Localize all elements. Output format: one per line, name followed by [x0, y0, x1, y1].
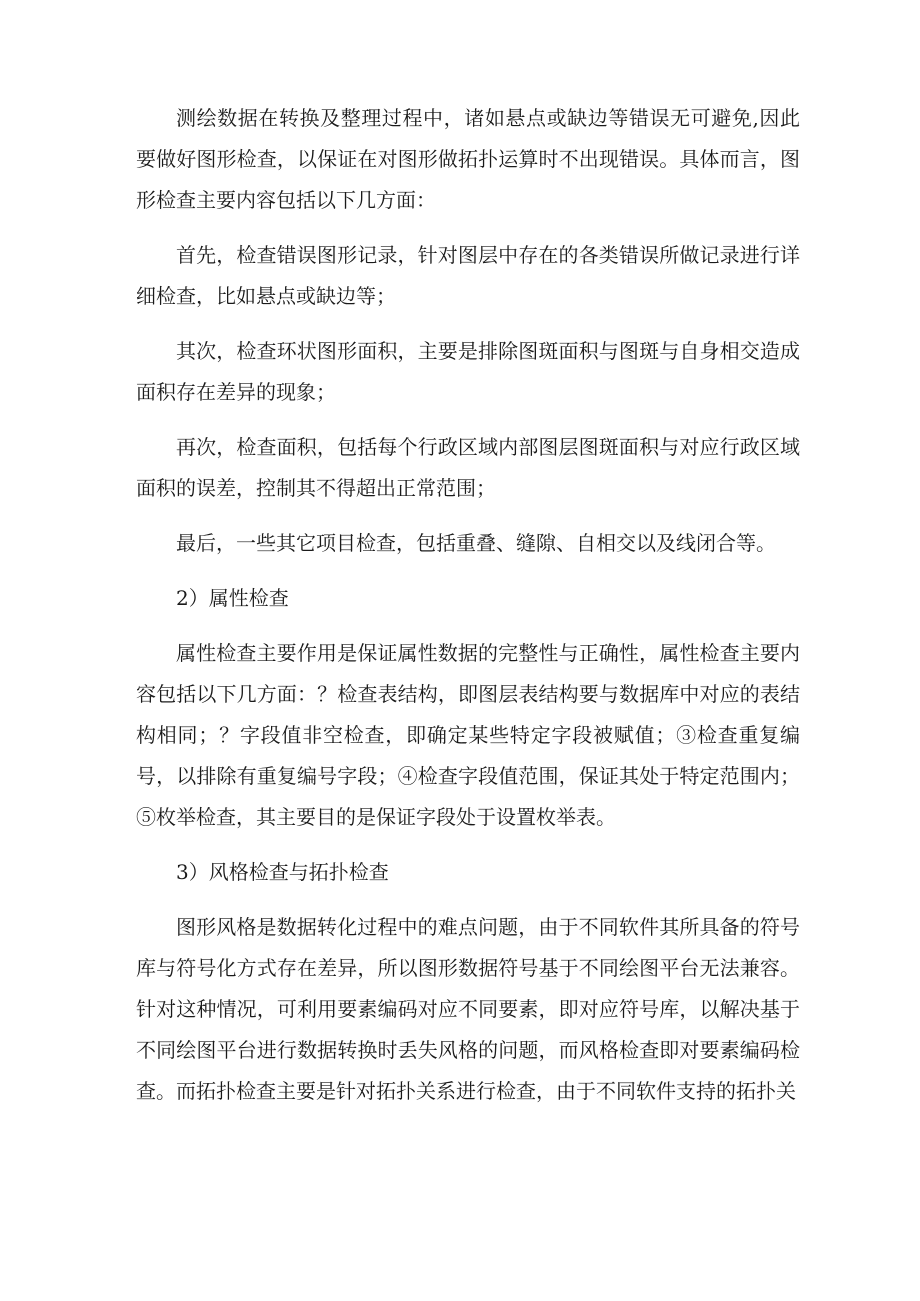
paragraph-style-topology: 图形风格是数据转化过程中的难点问题，由于不同软件其所具备的符号库与符号化方式存在差异，所以图形数据符号基于不同绘图平台无法兼容。针对这种情况，可利用要素编码对应不同要素，即对应符号库，以解决基于不同绘图平台进行数据转换时丢失风格的问题，而风格检查即对要素编码检查。而拓扑检查主要是针对拓扑关系进行检查，由于不同软件支持的拓扑关 — [136, 915, 800, 1103]
heading-attribute-check: 2）属性检查 — [176, 586, 289, 610]
paragraph-attribute-check: 属性检查主要作用是保证属性数据的完整性与正确性，属性检查主要内容包括以下几方面：？检查表结构，即图层表结构要与数据库中对应的表结构相同；？字段值非空检查，即确定某些特定字段被赋值；③检查重复编号，以排除有重复编号字段；④检查字段值范围，保证其处于特定范围内；⑤枚举检查，其主要目的是保证字段处于设置枚举表。 — [136, 641, 800, 829]
paragraph-first: 首先，检查错误图形记录，针对图层中存在的各类错误所做记录进行详细检查，比如悬点或缺边等； — [136, 243, 800, 308]
document-page — [136, 98, 800, 1126]
paragraph-finally: 最后，一些其它项目检查，包括重叠、缝隙、自相交以及线闭合等。 — [176, 531, 776, 555]
paragraph-second: 其次，检查环状图形面积，主要是排除图斑面积与图斑与自身相交造成面积存在差异的现象； — [136, 339, 800, 404]
paragraph-third: 再次，检查面积，包括每个行政区域内部图层图斑面积与对应行政区域面积的误差，控制其不得超出正常范围； — [136, 435, 800, 500]
paragraph-graphic-check-intro: 测绘数据在转换及整理过程中，诸如悬点或缺边等错误无可避免,因此要做好图形检查，以保证在对图形做拓扑运算时不出现错误。具体而言，图形检查主要内容包括以下几方面： — [136, 106, 800, 212]
heading-style-topology-check: 3）风格检查与拓扑检查 — [176, 860, 389, 884]
